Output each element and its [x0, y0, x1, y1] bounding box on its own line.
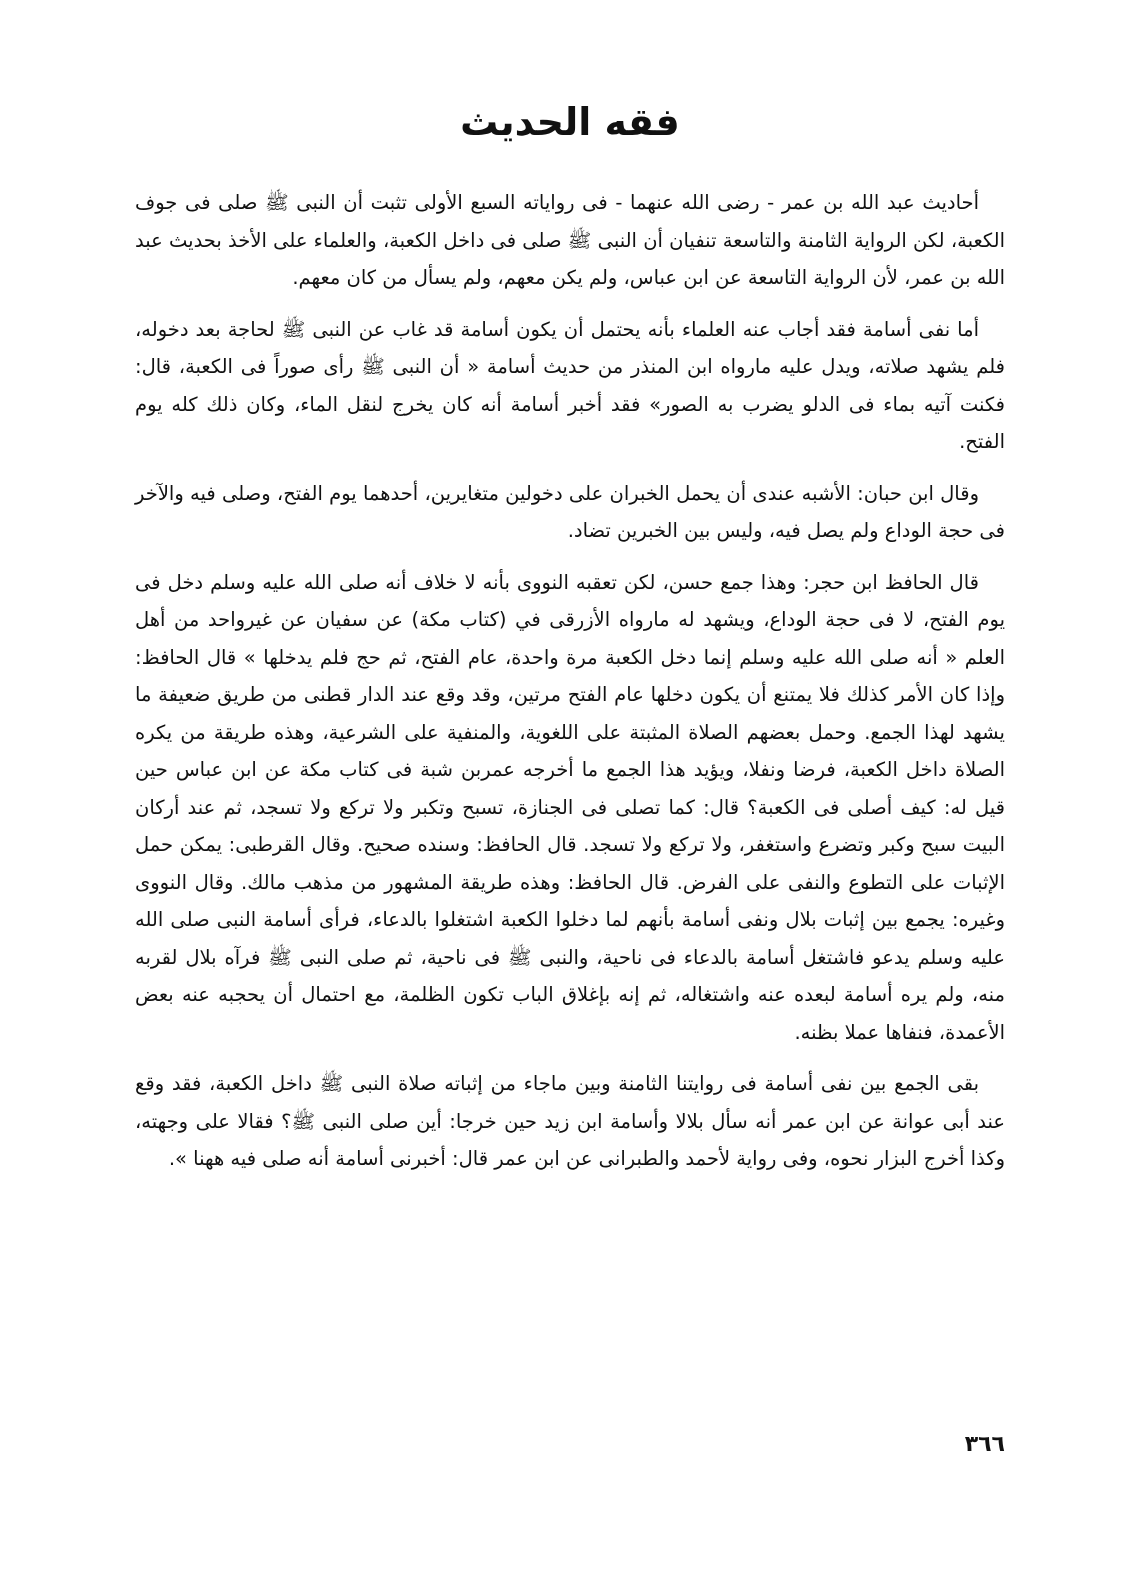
paragraph-5: بقى الجمع بين نفى أسامة فى روايتنا الثامنة وبين ماجاء من إثباته صلاة النبى ﷺ داخل الكعبة، فقد وقع عند أبى عوانة عن ابن عمر أنه سأل بلالا وأسامة ابن زيد حين خرجا: أين صلى النبى ﷺ؟ فقالا على وجهته، وكذا أخرج البزار نحوه، وفى رواية لأحمد والطبرانى عن ابن عمر قال: أخبرنى أسامة أنه صلى فيه ههنا ». [135, 1072, 1005, 1170]
paragraph-1: أحاديث عبد الله بن عمر - رضى الله عنهما - فى رواياته السبع الأولى تثبت أن النبى ﷺ صلى فى جوف الكعبة، لكن الرواية الثامنة والتاسعة تنفيان أن النبى ﷺ صلى فى داخل الكعبة، والعلماء على الأخذ بحديث عبد الله بن عمر، لأن الرواية التاسعة عن ابن عباس، ولم يكن معهم، ولم يسأل من كان معهم. [135, 191, 1005, 289]
page-title: فقه الحديث [460, 100, 680, 144]
paragraph-4: قال الحافظ ابن حجر: وهذا جمع حسن، لكن تعقبه النووى بأنه لا خلاف أنه صلى الله عليه وسلم دخل فى يوم الفتح، لا فى حجة الوداع، ويشهد له مارواه الأزرقى في (كتاب مكة) عن سفيان عن غيرواحد من أهل العلم « أنه صلى الله عليه وسلم إنما دخل الكعبة مرة واحدة، عام الفتح، ثم حج فلم يدخلها » قال الحافظ: وإذا كان الأمر كذلك فلا يمتنع أن يكون دخلها عام الفتح مرتين، وقد وقع عند الدار قطنى من طريق ضعيفة ما يشهد لهذا الجمع. وحمل بعضهم الصلاة المثبتة على اللغوية، والمنفية على الشرعية، وهذه طريقة من يكره الصلاة داخل الكعبة، فرضا ونفلا، ويؤيد هذا الجمع ما أخرجه عمربن شبة فى كتاب مكة عن ابن عباس حين قيل له: كيف أصلى فى الكعبة؟ قال: كما تصلى فى الجنازة، تسبح وتكبر ولا تركع ولا تسجد، ثم عند أركان البيت سبح وكبر وتضرع واستغفر، ولا تركع ولا تسجد. قال الحافظ: وسنده صحيح. وقال القرطبى: يمكن حمل الإثبات على التطوع والنفى على الفرض. قال الحافظ: وهذه طريقة المشهور من مذهب مالك. وقال النووى وغيره: يجمع بين إثبات بلال ونفى أسامة بأنهم لما دخلوا الكعبة اشتغلوا بالدعاء، فرأى أسامة النبى صلى الله عليه وسلم يدعو فاشتغل أسامة بالدعاء فى ناحية، والنبى ﷺ فى ناحية، ثم صلى النبى ﷺ فرآه بلال لقربه منه، ولم يره أسامة لبعده عنه واشتغاله، ثم إنه بإغلاق الباب تكون الظلمة، مع احتمال أن يحجبه عنه بعض الأعمدة، فنفاها عملا بظنه. [135, 570, 1005, 1044]
paragraph-3: وقال ابن حبان: الأشبه عندى أن يحمل الخبران على دخولين متغايرين، أحدهما يوم الفتح، وصلى فيه والآخر فى حجة الوداع ولم يصل فيه، وليس بين الخبرين تضاد. [135, 481, 1005, 542]
paragraph-2: أما نفى أسامة فقد أجاب عنه العلماء بأنه يحتمل أن يكون أسامة قد غاب عن النبى ﷺ لحاجة بعد دخوله، فلم يشهد صلاته، ويدل عليه مارواه ابن المنذر من حديث أسامة « أن النبى ﷺ رأى صوراً فى الكعبة، قال: فكنت آتيه بماء فى الدلو يضرب به الصور» فقد أخبر أسامة أنه كان يخرج لنقل الماء، وكان ذلك كله يوم الفتح. [135, 317, 1005, 453]
document-page [135, 0, 1005, 1577]
body-text [135, 184, 1005, 1192]
page-number: ٣٦٦ [964, 1432, 1005, 1457]
